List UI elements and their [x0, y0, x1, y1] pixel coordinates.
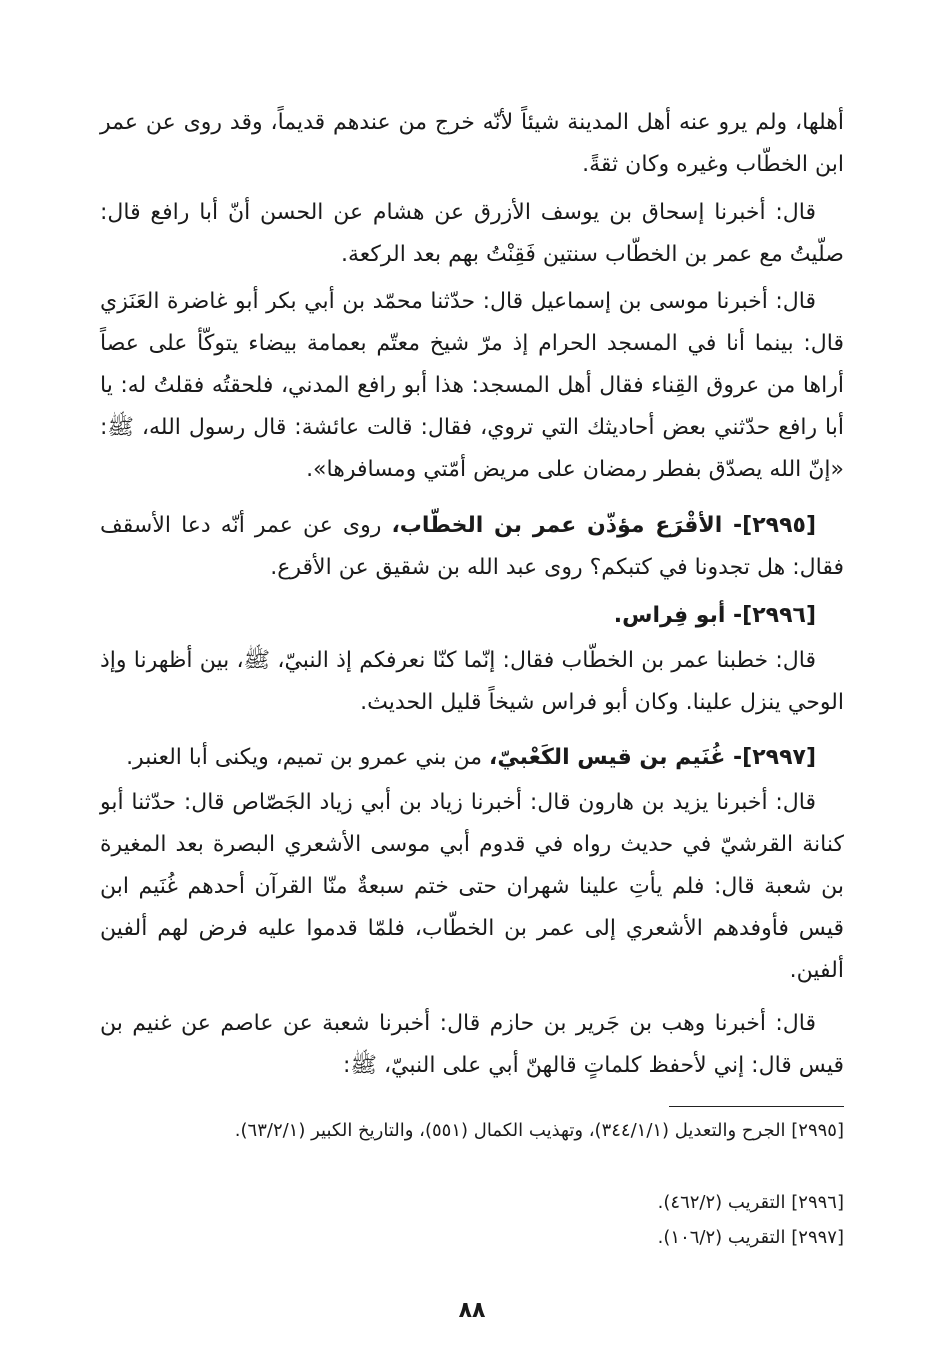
paragraph-2: قال: أخبرنا إسحاق بن يوسف الأزرق عن هشام عن الحسن أنّ أبا رافع قال: صلّيتُ مع عمر بن الخطّاب سنتين فَقِنْتُ بهم بعد الركعة. — [100, 200, 844, 267]
entry-2995 — [100, 505, 844, 589]
footnote-2995: [٢٩٩٥] الجرح والتعديل (٣٤٤/١/١)، وتهذيب الكمال (٥٥١)، والتاريخ الكبير (٦٣/٢/١). — [234, 1120, 844, 1141]
entry-2997 — [100, 737, 844, 779]
entry-2997-text: من بني عمرو بن تميم، ويكنى أبا العنبر. — [126, 745, 489, 770]
paragraph-6: قال: خطبنا عمر بن الخطّاب فقال: إنّما كنّا نعرفكم إذ النبيّ، ﷺ، بين أظهرنا وإذ الوحي ينزل علينا. وكان أبو فراس شيخاً قليل الحديث. — [100, 648, 844, 715]
entry-2996-heading: [٢٩٩٦]- أبو فِراس. — [613, 603, 816, 628]
paragraph-3: قال: أخبرنا موسى بن إسماعيل قال: حدّثنا محمّد بن أبي بكر أبو غاضرة العَنَزي قال: بينما أنا في المسجد الحرام إذ مرّ شيخ معتّم بعمامة بيضاء يتوكّأ على عصاً أراها من عروق القِناء فقال أهل المسجد: هذا أبو رافع المدني، فلحقتُه فقلتُ له: يا أبا رافع حدّثني بعض أحاديثك التي تروي، فقال: قالت عائشة: قال رسول الله، ﷺ: «إنّ الله يصدّق بفطر رمضان على مريض أمّتي ومسافرها». — [100, 289, 844, 482]
paragraph-9: قال: أخبرنا وهب بن جَرير بن حازم قال: أخبرنا شعبة عن عاصم عن غنيم بن قيس قال: إني لأحفظ كلماتٍ قالهنّ أبي على النبيّ، ﷺ: — [100, 1011, 844, 1078]
paragraph-8: قال: أخبرنا يزيد بن هارون قال: أخبرنا زياد بن أبي زياد الجَصّاص قال: حدّثنا أبو كنانة القرشيّ في حديث رواه في قدوم أبي موسى الأشعري البصرة بعد المغيرة بن شعبة قال: فلم يأتِ علينا شهران حتى ختم سبعةٌ منّا القرآن أحدهم غُنَيم ابن قيس فأوفدهم الأشعري إلى عمر بن الخطّاب، فلمّا قدموا عليه فرض لهم ألفين ألفين. — [100, 790, 844, 983]
entry-2996 — [100, 595, 844, 637]
page-number: ٨٨ — [458, 1298, 486, 1323]
paragraph-1: أهلها، ولم يرو عنه أهل المدينة شيئاً لأنّه خرج من عندهم قديماً، وقد روى عن عمر ابن الخطّاب وغيره وكان ثقةً. — [100, 110, 844, 177]
footnote-2996: [٢٩٩٦] التقريب (٤٦٢/٢). — [657, 1192, 844, 1213]
footnote-divider — [669, 1106, 844, 1107]
footnote-2997: [٢٩٩٧] التقريب (١٠٦/٢). — [657, 1227, 844, 1248]
entry-2995-text: روى عن عمر أنّه دعا الأسقف فقال: هل تجدونا في كتبكم؟ روى عبد الله بن شقيق عن الأقرع. — [100, 513, 844, 580]
entry-2995-heading: [٢٩٩٥]- الأقْرَع مؤذّن عمر بن الخطّاب، — [391, 513, 817, 538]
entry-2997-heading: [٢٩٩٧]- غُنَيم بن قيس الكَعْبيّ، — [489, 745, 816, 770]
